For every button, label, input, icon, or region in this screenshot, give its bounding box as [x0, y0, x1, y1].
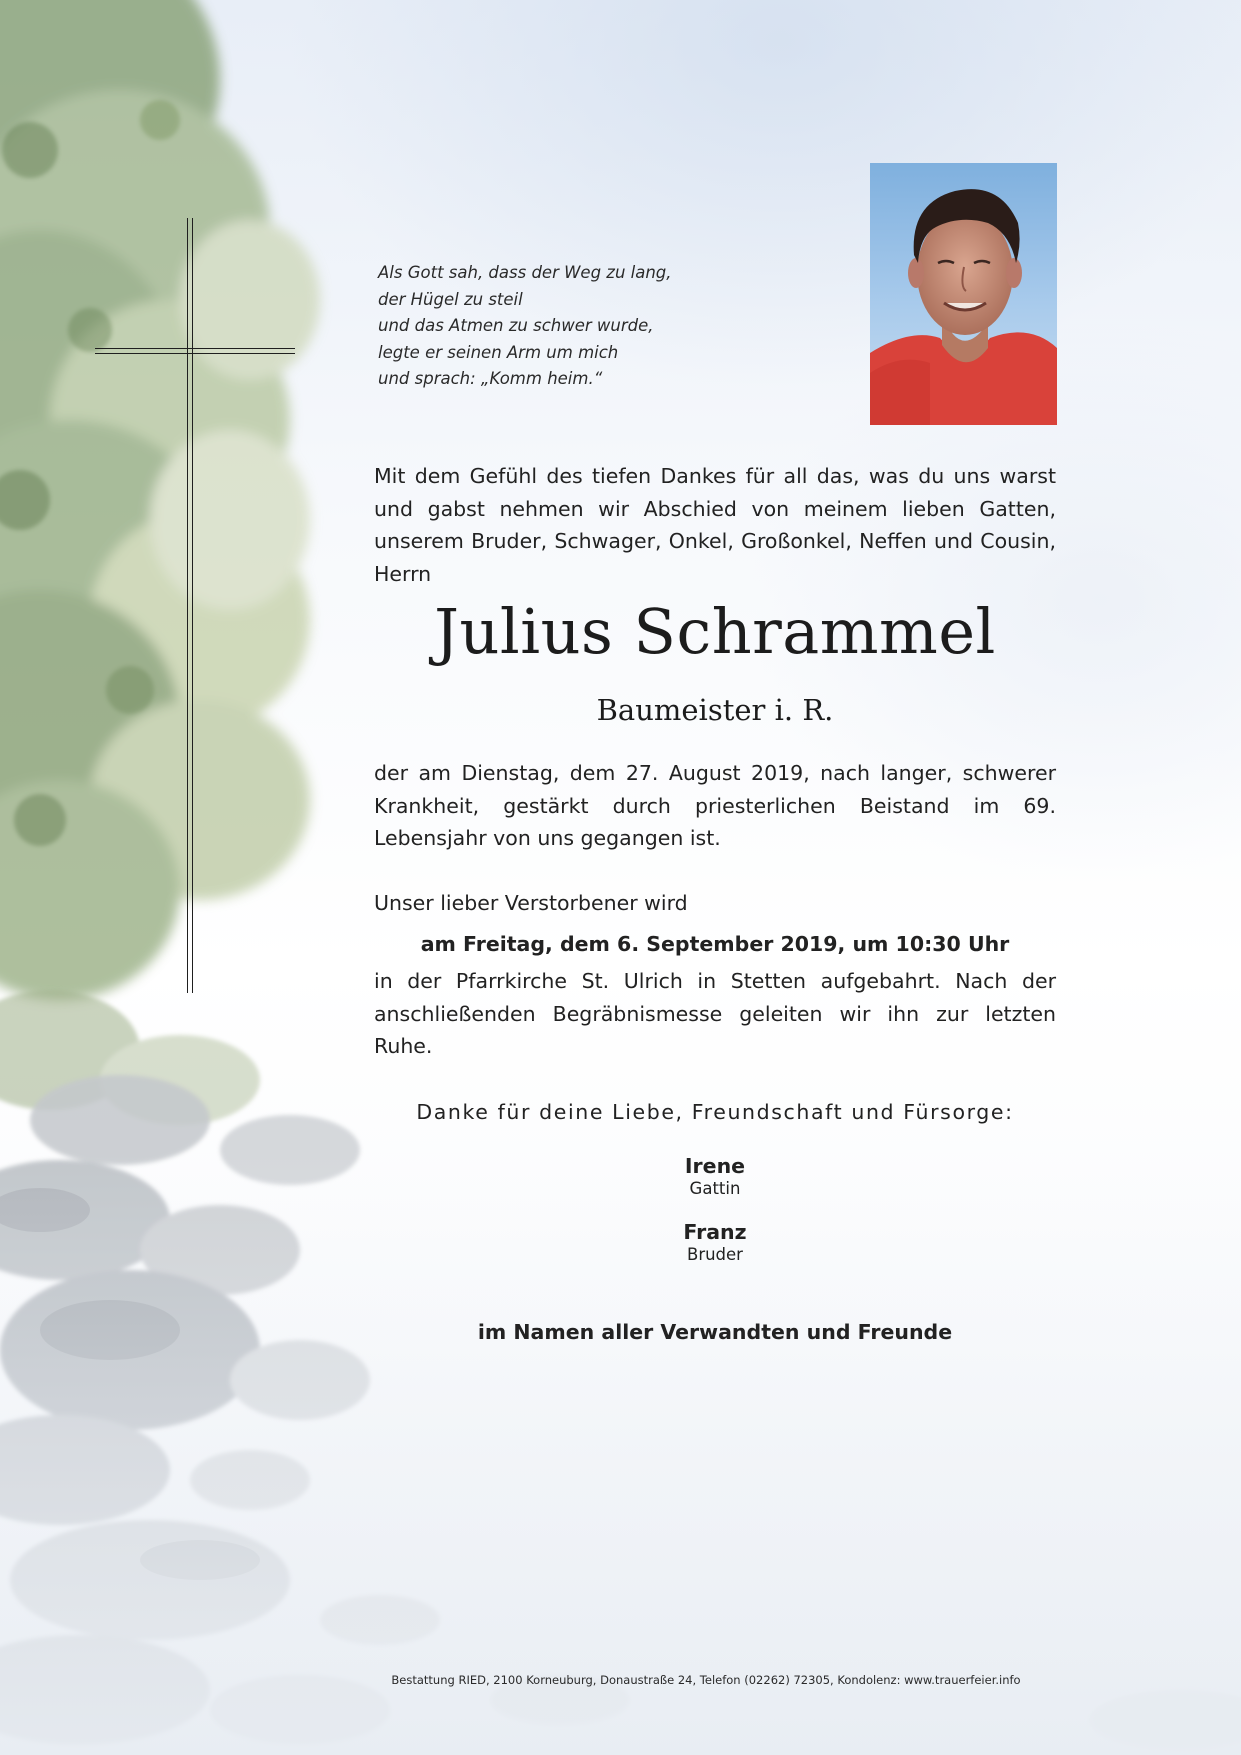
- cross-icon: [95, 218, 295, 993]
- poem-line: Als Gott sah, dass der Weg zu lang,: [378, 263, 672, 282]
- mourner-name: Franz: [683, 1220, 747, 1244]
- deceased-title: Baumeister i. R.: [596, 693, 834, 727]
- intro-paragraph: Mit dem Gefühl des tiefen Dankes für all das, was du uns warst und gabst nehmen wir Abschied von meinem lieben Gatten, unserem Bruder, Schwager, Onkel, Großonkel, Neffen und Cousin, Herrn: [374, 464, 1056, 586]
- mourner-name: Irene: [684, 1154, 746, 1178]
- viewing-announcement: Unser lieber Verstorbener wird: [374, 891, 688, 915]
- viewing-location: in der Pfarrkirche St. Ulrich in Stetten aufgebahrt. Nach der anschließenden Begräbnismesse geleiten wir ihn zur letzten Ruhe.: [374, 969, 1056, 1058]
- viewing-datetime: am Freitag, dem 6. September 2019, um 10:30 Uhr: [420, 932, 1010, 956]
- poem: [378, 260, 798, 393]
- portrait-photo: [870, 163, 1057, 425]
- closing-line: im Namen aller Verwandten und Freunde: [477, 1320, 953, 1344]
- mourner-relation: Bruder: [687, 1245, 743, 1264]
- mourner-entry: [574, 1154, 856, 1199]
- thanks-line: Danke für deine Liebe, Freundschaft und Fürsorge:: [416, 1100, 1014, 1124]
- mourner-relation: Gattin: [689, 1179, 741, 1198]
- poem-line: legte er seinen Arm um mich: [378, 342, 619, 362]
- deceased-name: Julius Schrammel: [434, 595, 996, 668]
- mourner-entry: [574, 1220, 856, 1265]
- funeral-home-footer: Bestattung RIED, 2100 Korneuburg, Donaustraße 24, Telefon (02262) 72305, Kondolenz: www.trauerfeier.info: [391, 1673, 1021, 1687]
- poem-line: der Hügel zu steil: [378, 289, 523, 309]
- poem-line: und sprach: „Komm heim.“: [378, 369, 603, 388]
- poem-line: und das Atmen zu schwer wurde,: [378, 316, 654, 335]
- death-paragraph: der am Dienstag, dem 27. August 2019, nach langer, schwerer Krankheit, gestärkt durch priesterlichen Beistand im 69. Lebensjahr von uns gegangen ist.: [374, 761, 1056, 850]
